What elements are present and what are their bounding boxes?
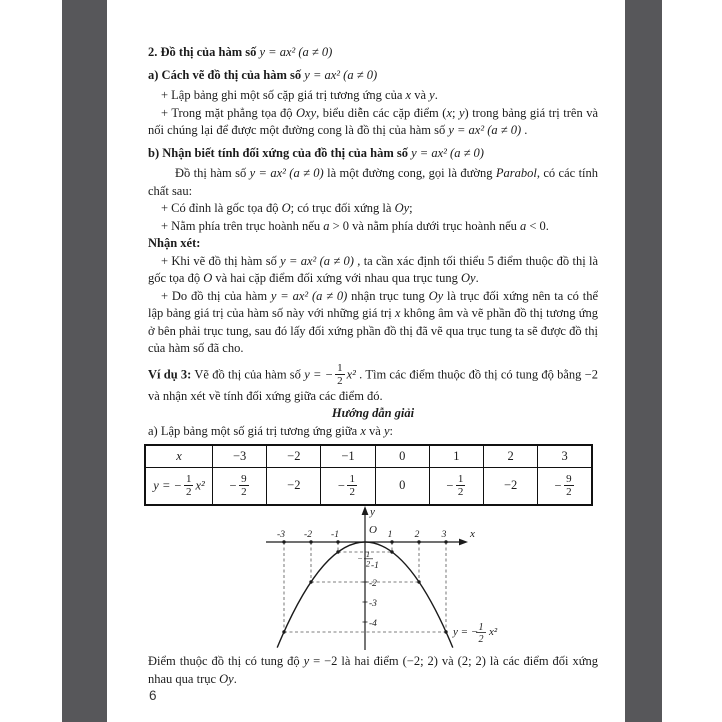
text-run: y = ax² (a ≠ 0) <box>280 253 354 268</box>
text-run: ; có trục đối xứng là <box>290 201 395 215</box>
curve-equation-label <box>452 622 498 645</box>
text-run: ; <box>409 201 413 215</box>
text-run: không âm và vẽ phần đồ thị tương ứng ở bên phải trục tung, sau đó lấy đối xứng phần đồ thị đã vẽ qua trục tung ta sẽ được đồ thị của hàm số đã cho. <box>148 306 599 355</box>
text-run: x <box>360 423 366 438</box>
origin-label: O <box>369 524 377 537</box>
text-run: . <box>233 671 237 686</box>
value-table <box>144 444 593 506</box>
text-run: O <box>281 201 291 215</box>
table-row <box>145 468 592 506</box>
text-run: ) trong bảng giá trị trên và nối chúng lại để được một đường cong là đồ thị của hàm số <box>148 105 598 137</box>
text-run: và <box>365 423 384 438</box>
text-run: −2 <box>503 478 518 493</box>
fraction: $\frac{1}{2}$ <box>349 472 355 498</box>
text-run: < 0. <box>526 218 549 233</box>
bullet-vertex-axis <box>148 200 598 218</box>
text-run: y = ax² (a ≠ 0) <box>411 145 484 160</box>
table-cell <box>213 445 267 468</box>
table-cell-function-label <box>145 468 213 506</box>
text-run: y <box>458 105 465 120</box>
text-run: là một đường cong, gọi là đường <box>323 166 496 180</box>
text-run: − <box>337 478 346 493</box>
table-cell <box>484 445 538 468</box>
text-run: y = − <box>304 366 334 381</box>
table-row <box>145 445 592 468</box>
subheading-a-how-to-draw <box>148 67 598 85</box>
text-run: 2 <box>507 448 514 463</box>
text-run: + Nằm phía trên trục hoành nếu <box>161 218 324 233</box>
text-run: − <box>445 478 454 493</box>
equation-pre: y = − <box>453 626 479 639</box>
tick-label: 2 <box>414 530 420 541</box>
tick-label: -4 <box>369 619 377 630</box>
text-run: y <box>429 88 435 102</box>
bullet-plot-points <box>148 105 598 140</box>
fraction: $\frac{1}{2}$ <box>185 472 192 498</box>
equation-numerator: 1 <box>478 622 484 634</box>
x-axis-arrow-icon <box>459 539 468 546</box>
tick-label: -3 <box>277 530 285 541</box>
page-number: 6 <box>149 688 157 703</box>
text-run: y = ax² (a ≠ 0) <box>304 67 378 82</box>
fraction-sign: − <box>357 553 363 564</box>
page-content <box>148 44 598 688</box>
step-a-build-table <box>148 423 598 441</box>
text-run: y = ax² (a ≠ 0) <box>448 123 522 137</box>
table-cell <box>429 445 483 468</box>
text-run: và <box>411 88 430 102</box>
text-run: Vẽ đồ thị của hàm số <box>191 366 305 381</box>
text-run: 1 <box>453 448 460 463</box>
equation-post: x² <box>489 626 498 639</box>
text-run: > 0 và nằm phía dưới trục hoành nếu <box>329 218 520 233</box>
text-run: a <box>520 218 527 233</box>
y-tick-labels <box>369 561 379 629</box>
bullet-above-below-axis <box>148 218 598 236</box>
text-run: Oy <box>460 271 476 285</box>
table-cell <box>267 468 321 506</box>
text-run: , ta cần xác định tối thiểu 5 điểm thuộc đồ thị là gốc tọa độ <box>148 253 599 285</box>
text-run: và hai cặp điểm đối xứng với nhau qua trục tung <box>212 271 461 285</box>
text-run: . Tìm các điểm thuộc đồ thị có tung độ bằng −2 và nhận xét về tính đối xứng giữa các điểm đó. <box>148 366 598 403</box>
y-axis <box>363 514 371 650</box>
tick-label: 3 <box>441 530 447 541</box>
conclusion-paragraph <box>148 653 598 688</box>
text-run: a) Cách vẽ đồ thị của hàm số <box>148 67 305 82</box>
text-run: là trục đối xứng nên ta có thể lập bảng giá trị của hàm số này với những giá trị <box>148 288 599 320</box>
text-run: x <box>446 105 452 120</box>
text-run: y = ax² (a ≠ 0) <box>270 288 348 303</box>
text-run: x² <box>195 478 205 493</box>
fraction: $\frac{1}{2}$ <box>457 472 464 498</box>
table-cell <box>429 468 483 506</box>
remark-heading <box>148 235 598 253</box>
text-run: a) Lập bảng một số giá trị tương ứng giữa <box>148 423 361 438</box>
remark-symmetry-shortcut <box>148 288 598 358</box>
text-run: Hướng dẫn giải <box>331 406 415 421</box>
text-run: − <box>228 478 238 493</box>
text-run: y = − <box>153 478 182 493</box>
bullet-make-value-table <box>148 87 598 105</box>
tick-label: -3 <box>369 599 377 610</box>
text-run: −1 <box>341 448 355 463</box>
table-cell-x-header <box>145 445 213 468</box>
subheading-b-symmetry <box>148 145 598 163</box>
fraction-numerator: 1 <box>365 549 371 560</box>
text-run: nhận trục tung <box>347 288 429 303</box>
text-run: Oy <box>428 288 444 303</box>
fraction: $\frac{9}{2}$ <box>566 472 572 498</box>
table-cell <box>375 445 429 468</box>
table-cell <box>321 445 375 468</box>
equation-denominator: 2 <box>478 634 484 646</box>
text-run: 2. Đồ thị của hàm số <box>148 45 260 59</box>
text-run: Oy <box>394 201 410 215</box>
text-run: a <box>323 218 330 233</box>
text-run: , có các tính chất sau: <box>148 166 599 198</box>
table-cell <box>538 445 592 468</box>
table-cell <box>538 468 592 506</box>
text-run: O <box>203 271 213 285</box>
text-run: Ví dụ 3: <box>148 366 192 381</box>
text-run: + Do đồ thị của hàm <box>161 288 271 303</box>
text-run: x <box>405 88 412 102</box>
text-run: + Lập bảng ghi một số cặp giá trị tương ứng của <box>161 88 406 102</box>
text-run: + Có đỉnh là gốc tọa độ <box>161 201 282 215</box>
right-gutter-band <box>625 0 662 722</box>
table-cell <box>267 445 321 468</box>
text-run: : <box>389 423 393 438</box>
text-run: Nhận xét: <box>148 236 201 250</box>
parabola-graph <box>250 502 550 650</box>
tick-label: -2 <box>304 530 312 541</box>
text-run: + Khi vẽ đồ thị hàm số <box>161 253 281 268</box>
text-run: −3 <box>232 448 247 463</box>
left-gutter-band <box>62 0 107 722</box>
text-run: 3 <box>561 448 568 463</box>
text-run: Parabol <box>495 166 537 180</box>
x-tick-labels <box>277 530 447 540</box>
text-run: − <box>553 478 563 493</box>
text-run: y = ax² (a ≠ 0) <box>249 166 324 180</box>
tick-label: -1 <box>371 561 379 572</box>
fraction: $\frac{9}{2}$ <box>241 472 247 498</box>
y-axis-arrow-icon <box>362 506 369 515</box>
tick-label: -1 <box>331 530 339 541</box>
text-run: b) Nhận biết tính đối xứng của đồ thị của hàm số <box>148 145 412 160</box>
text-run: . <box>434 88 438 102</box>
text-run: −2 <box>287 448 301 463</box>
text-run: y <box>383 423 390 438</box>
book-page <box>107 0 625 722</box>
text-run: = −2 là hai điểm (−2; 2) và (2; 2) là các điểm đối xứng nhau qua trục <box>148 654 598 686</box>
text-run: Điểm thuộc đồ thị có tung độ <box>148 654 304 669</box>
tick-label: 1 <box>387 530 393 541</box>
text-run: −2 <box>287 478 301 493</box>
section-heading-graph-of-function <box>148 44 598 62</box>
table-cell <box>484 468 538 506</box>
fraction-denominator: 2 <box>365 558 371 569</box>
text-run: y <box>303 654 310 669</box>
text-run: . <box>521 123 528 137</box>
text-run: , biểu diễn các cặp điểm ( <box>316 105 447 120</box>
text-run: + Trong mặt phẳng tọa độ <box>161 105 296 120</box>
table-cell <box>375 468 429 506</box>
example-3-statement <box>148 363 598 406</box>
text-run: y = ax² (a ≠ 0) <box>259 45 333 59</box>
text-run: x <box>176 448 182 463</box>
remark-five-points <box>148 253 598 288</box>
solution-guide-heading <box>148 405 598 423</box>
text-run: . <box>475 271 479 285</box>
text-run: x² <box>346 366 356 381</box>
y-axis-label: y <box>370 506 375 519</box>
x-axis-label: x <box>470 528 475 541</box>
text-run: 0 <box>399 478 406 493</box>
text-run: Đồ thị hàm số <box>175 166 250 180</box>
text-run: Oy <box>219 671 234 686</box>
table-cell <box>321 468 375 506</box>
paragraph-parabol-properties <box>148 165 598 200</box>
fraction: $\frac{1}{2}$ <box>337 361 343 387</box>
table-cell <box>213 468 267 506</box>
text-run: Oxy <box>296 105 317 120</box>
text-run: ; <box>452 105 459 120</box>
tick-label: -2 <box>369 579 377 590</box>
text-run: x <box>394 306 401 320</box>
text-run: 0 <box>399 448 406 463</box>
